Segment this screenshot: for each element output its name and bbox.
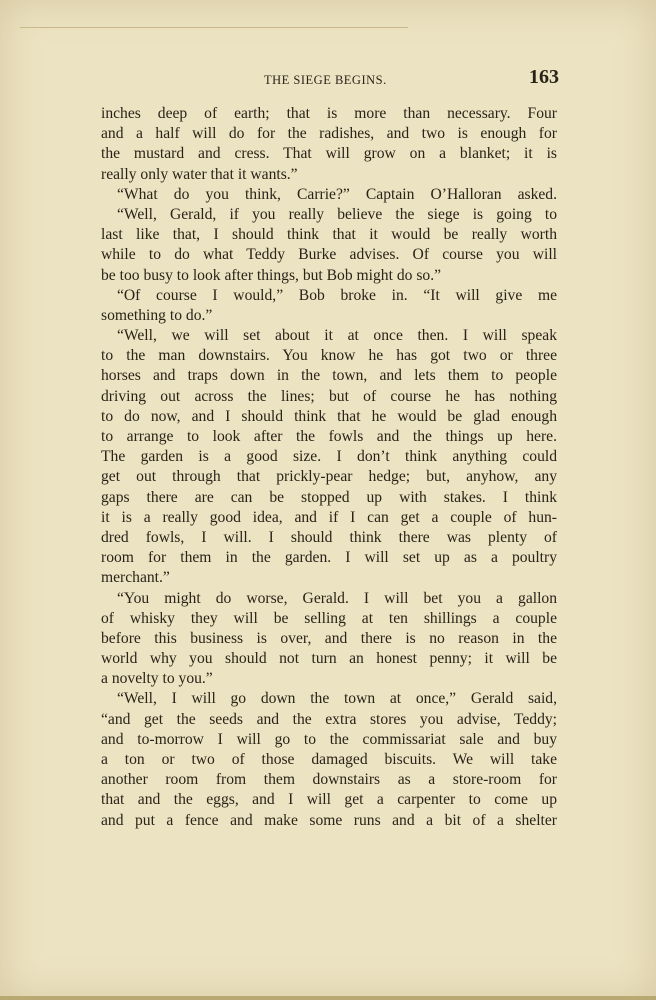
text-line: driving out across the lines; but of course he has nothing	[101, 387, 557, 405]
text-line: “Well, Gerald, if you really believe the siege is going to	[117, 205, 557, 223]
text-line: merchant.”	[101, 569, 170, 587]
text-line: a ton or two of those damaged biscuits. We will take	[101, 751, 557, 768]
text-line: while to do what Teddy Burke advises. Of course you will	[101, 246, 557, 264]
text-line: “Well, I will go down the town at once,” Gerald said,	[117, 690, 557, 708]
text-line: the mustard and cress. That will grow on a blanket; it is	[101, 145, 557, 163]
text-line: of whisky they will be selling at ten shillings a couple	[101, 609, 557, 627]
text-line: and to-morrow I will go to the commissariat sale and buy	[101, 730, 557, 748]
text-line: to do now, and I should think that he would be glad enough	[101, 407, 557, 425]
text-line: a novelty to you.”	[101, 670, 213, 688]
text-line: room for them in the garden. I will set up as a poultry	[101, 549, 557, 567]
text-line: “Well, we will set about it at once then. I will speak	[117, 327, 557, 345]
text-line: that and the eggs, and I will get a carpenter to come up	[101, 791, 557, 809]
text-line: “What do you think, Carrie?” Captain O’Halloran asked.	[117, 185, 557, 203]
text-line: “Of course I would,” Bob broke in. “It will give me	[117, 286, 557, 304]
text-line: really only water that it wants.”	[101, 165, 298, 183]
text-line: The garden is a good size. I don’t think anything could	[101, 448, 557, 466]
text-line: and put a fence and make some runs and a bit of a shelter	[101, 811, 557, 829]
text-line: dred fowls, I will. I should think there was plenty of	[101, 528, 557, 546]
top-rule	[20, 27, 408, 28]
text-line: it is a really good idea, and if I can get a couple of hun-	[101, 508, 557, 526]
text-line: be too busy to look after things, but Bob might do so.”	[101, 266, 442, 284]
running-title: THE SIEGE BEGINS.	[264, 73, 387, 87]
text-line: inches deep of earth; that is more than necessary. Four	[101, 105, 557, 122]
text-line: gaps there are can be stopped up with stakes. I think	[101, 488, 557, 506]
text-line: to the man downstairs. You know he has got two or three	[101, 347, 557, 365]
body-text	[101, 104, 557, 831]
text-line: something to do.”	[101, 306, 213, 324]
text-line: world why you should not turn an honest penny; it will be	[101, 650, 557, 668]
text-line: last like that, I should think that it would be really worth	[101, 226, 557, 244]
text-line: horses and traps down in the town, and lets them to people	[101, 367, 557, 385]
text-line: another room from them downstairs as a store-room for	[101, 771, 557, 789]
text-line: to arrange to look after the fowls and the things up here.	[101, 428, 557, 445]
text-line: before this business is over, and there is no reason in the	[101, 629, 557, 647]
text-line: “and get the seeds and the extra stores you advise, Teddy;	[101, 710, 557, 728]
page-number: 163	[529, 66, 559, 88]
text-line: and a half will do for the radishes, and two is enough for	[101, 125, 557, 143]
text-line: get out through that prickly-pear hedge; but, anyhow, any	[101, 468, 557, 486]
bottom-edge	[0, 996, 656, 1000]
text-line: “You might do worse, Gerald. I will bet you a gallon	[117, 589, 557, 607]
page-header	[101, 66, 559, 98]
